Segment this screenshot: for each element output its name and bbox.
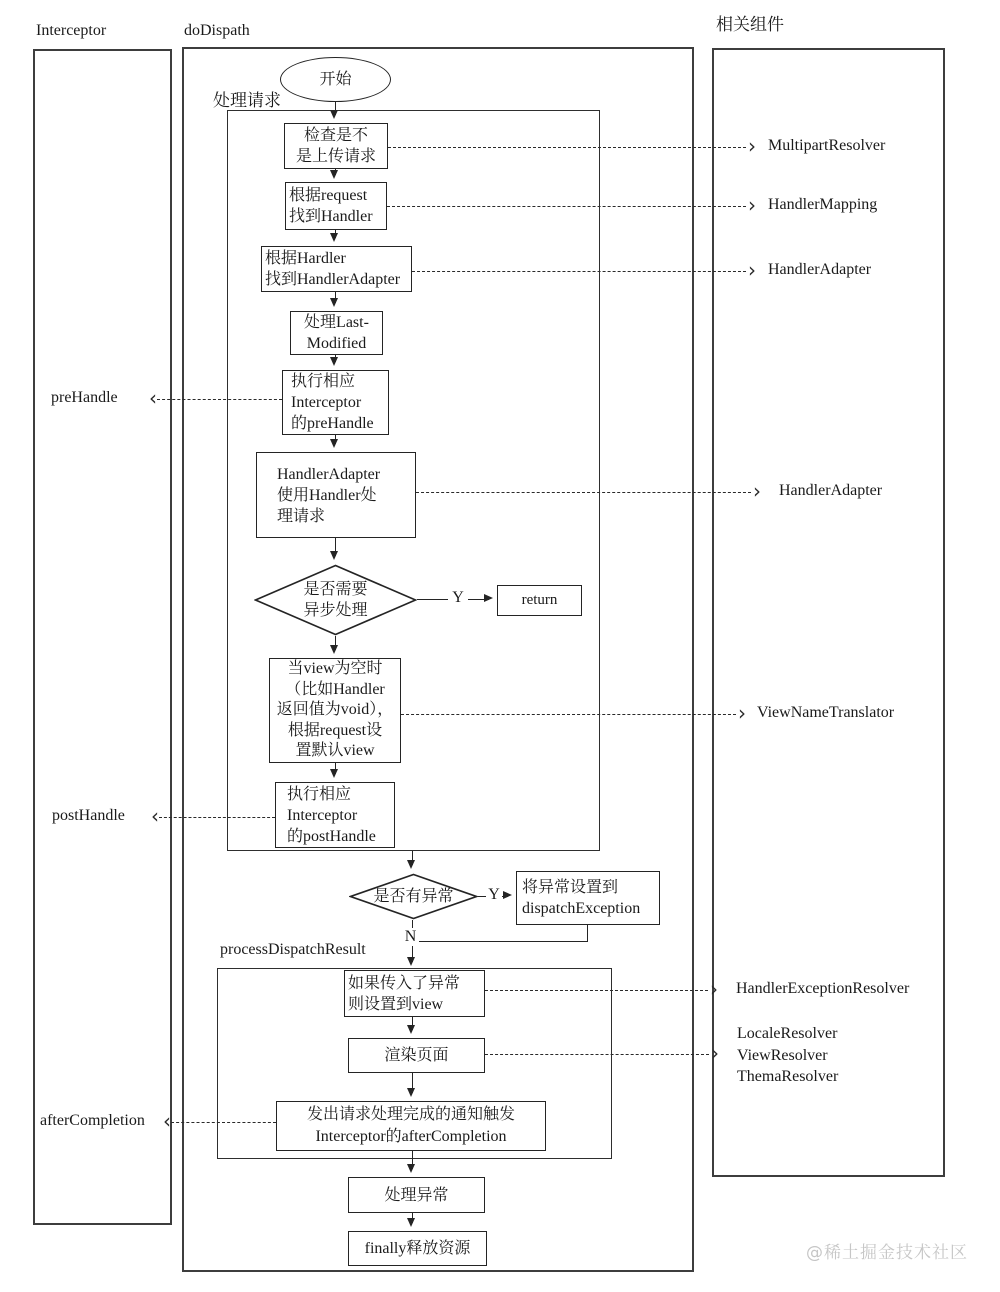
yes-branch-label: Y <box>486 886 502 904</box>
component-handler-adapter-1: HandlerAdapter <box>768 261 872 278</box>
dashed-arrowhead-icon: ‹ <box>163 1109 171 1133</box>
connector-handler-mapping <box>387 206 746 207</box>
flow-arrow <box>412 1151 413 1169</box>
exception-decision-node: 是否有异常 <box>349 873 478 920</box>
flow-arrow <box>335 230 336 238</box>
connector-view-resolver-group <box>485 1054 709 1055</box>
connector-aftercompletion <box>171 1122 276 1123</box>
component-theme-resolver: ThemaResolver <box>737 1068 839 1085</box>
elbow-segment <box>413 941 588 942</box>
component-view-resolver: ViewResolver <box>737 1046 828 1064</box>
process-dispatch-result-group-title: processDispatchResult <box>220 941 366 958</box>
flow-arrow <box>335 292 336 303</box>
interceptor-lane-box <box>33 49 172 1225</box>
component-locale-resolver: LocaleResolver <box>737 1025 838 1042</box>
connector-multipart <box>388 147 746 148</box>
return-node: return <box>497 585 582 616</box>
component-resolver-stack <box>737 1023 838 1088</box>
flow-arrow <box>335 355 336 362</box>
dashed-arrowhead-icon: › <box>753 479 761 503</box>
flow-arrow <box>412 1073 413 1093</box>
dashed-arrowhead-icon: ‹ <box>149 386 157 410</box>
flow-arrow <box>412 1017 413 1030</box>
no-branch-label: N <box>402 928 419 946</box>
dashed-arrowhead-icon: › <box>748 193 756 217</box>
flow-arrow <box>335 763 336 774</box>
component-handler-mapping: HandlerMapping <box>768 196 878 213</box>
component-handler-adapter-2: HandlerAdapter <box>779 482 883 499</box>
elbow-segment <box>587 925 588 942</box>
set-exception-node: 将异常设置到 dispatchException <box>516 871 660 925</box>
dashed-arrowhead-icon: ‹ <box>151 804 159 828</box>
flow-arrow <box>335 169 336 175</box>
default-view-node: 当view为空时 （比如Handler 返回值为void）， 根据request设 置默认view <box>269 658 401 763</box>
watermark: @稀土掘金技术社区 <box>806 1243 968 1263</box>
last-modified-node: 处理Last- Modified <box>290 311 383 355</box>
dashed-arrowhead-icon: › <box>738 701 746 725</box>
check-upload-node: 检查是不 是上传请求 <box>284 123 388 169</box>
find-adapter-node: 根据Hardler 找到HandlerAdapter <box>261 246 412 292</box>
handle-exception-node: 处理异常 <box>348 1177 485 1213</box>
flow-arrow <box>335 102 336 115</box>
connector-handler-adapter-1 <box>412 271 746 272</box>
post-handle-node: 执行相应 Interceptor 的postHandle <box>275 782 395 848</box>
yes-branch-label: Y <box>448 589 468 607</box>
exception-to-view-node: 如果传入了异常 则设置到view <box>344 970 485 1017</box>
connector-prehandle <box>157 399 282 400</box>
pre-handle-node: 执行相应 Interceptor 的preHandle <box>282 370 389 435</box>
interceptor-lane-title: Interceptor <box>36 22 107 39</box>
flow-arrow <box>335 435 336 444</box>
components-lane-title: 相关组件 <box>716 15 784 34</box>
flow-arrow <box>412 1213 413 1223</box>
connector-posthandle <box>159 817 275 818</box>
adapter-handle-node: HandlerAdapter 使用Handler处 理请求 <box>256 452 416 538</box>
finally-release-node: finally释放资源 <box>348 1231 487 1266</box>
render-page-node: 渲染页面 <box>348 1038 485 1073</box>
flow-arrow <box>412 851 413 865</box>
async-decision-node: 是否需要 异步处理 <box>254 564 417 636</box>
component-handler-exception-resolver: HandlerExceptionResolver <box>736 980 910 997</box>
interceptor-prehandle-label: preHandle <box>51 389 118 406</box>
interceptor-aftercompletion-label: afterCompletion <box>40 1112 145 1129</box>
flow-arrow <box>335 636 336 650</box>
start-node: 开始 <box>280 57 391 102</box>
find-handler-node: 根据request 找到Handler <box>285 182 387 230</box>
interceptor-posthandle-label: postHandle <box>52 807 125 824</box>
dashed-arrowhead-icon: › <box>748 134 756 158</box>
notify-completion-node: 发出请求处理完成的通知触发 Interceptor的afterCompletion <box>276 1101 546 1151</box>
connector-handler-adapter-2 <box>416 492 751 493</box>
connector-handler-exception-resolver <box>485 990 708 991</box>
dashed-arrowhead-icon: › <box>710 977 718 1001</box>
flow-arrow <box>335 538 336 556</box>
dashed-arrowhead-icon: › <box>748 258 756 282</box>
dashed-arrowhead-icon: › <box>711 1041 719 1065</box>
component-multipart-resolver: MultipartResolver <box>768 137 886 154</box>
dodispath-lane-title: doDispath <box>184 22 250 39</box>
handle-request-group-title: 处理请求 <box>211 86 283 111</box>
connector-view-name-translator <box>401 714 736 715</box>
component-view-name-translator: ViewNameTranslator <box>757 704 895 721</box>
components-lane-box <box>712 48 945 1177</box>
